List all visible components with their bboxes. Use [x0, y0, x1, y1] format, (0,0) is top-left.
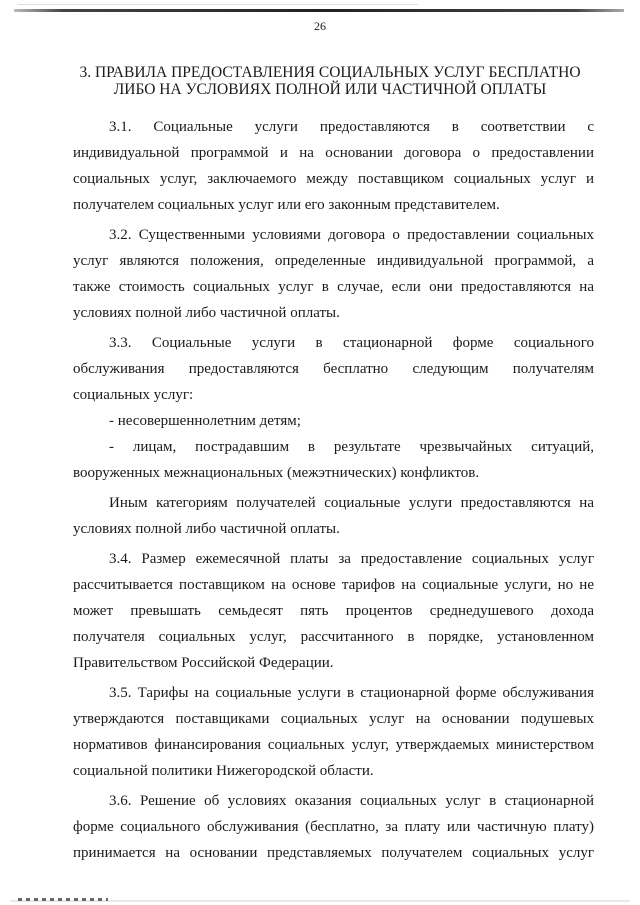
text-line: рассчитывается поставщиком на основе тарифов на социальные услуги, но не	[73, 577, 594, 593]
paragraph-3-1	[73, 114, 594, 218]
scan-edge-artifact	[18, 4, 418, 5]
text-line: нормативов финансирования социальных услуг, утверждаемых министерством	[73, 737, 594, 753]
text-line: вооруженных межнациональных (межэтнических) конфликтов.	[73, 465, 480, 481]
paragraph-3-3	[73, 330, 594, 486]
text-line: 3.5. Тарифы на социальные услуги в стационарной форме обслуживания	[109, 685, 594, 701]
section-heading	[70, 64, 590, 98]
text-line: может превышать семьдесят пять процентов среднедушевого дохода	[73, 603, 594, 619]
text-line: получателем социальных услуг или его законным представителем.	[73, 197, 500, 213]
paragraph-3-6	[73, 788, 594, 866]
text-line: индивидуальной программой и на основании договора о предоставлении	[73, 145, 594, 161]
text-line: 3.4. Размер ежемесячной платы за предоставление социальных услуг	[109, 551, 594, 567]
text-line: форме социального обслуживания (бесплатно, за плату или частичную плату)	[73, 819, 594, 835]
text-line: 3.6. Решение об условиях оказания социальных услуг в стационарной	[109, 793, 594, 809]
text-line: принимается на основании представляемых получателем социальных услуг	[73, 845, 594, 861]
text-line: обслуживания предоставляются бесплатно следующим получателям	[73, 361, 594, 377]
paragraph-3-4	[73, 546, 594, 676]
text-line: социальных услуг:	[73, 387, 194, 403]
list-item: - лицам, пострадавшим в результате чрезвычайных ситуаций,	[109, 439, 594, 455]
heading-line: ЛИБО НА УСЛОВИЯХ ПОЛНОЙ ИЛИ ЧАСТИЧНОЙ ОПЛАТЫ	[113, 81, 547, 98]
paragraph-3-2	[73, 222, 594, 326]
text-line: также стоимость социальных услуг в случае, если они предоставляются на	[73, 279, 594, 295]
heading-line: 3. ПРАВИЛА ПРЕДОСТАВЛЕНИЯ СОЦИАЛЬНЫХ УСЛУГ БЕСПЛАТНО	[79, 64, 581, 81]
text-line: 3.2. Существенными условиями договора о предоставлении социальных	[109, 227, 594, 243]
paragraph-other-categories	[73, 490, 594, 542]
text-line: Правительством Российской Федерации.	[73, 655, 334, 671]
text-line: социальных услуг, заключаемого между поставщиком социальных услуг и	[73, 171, 594, 187]
text-line: социальной политики Нижегородской области.	[73, 763, 374, 779]
text-line: условиях полной либо частичной оплаты.	[73, 305, 340, 321]
text-line: 3.1. Социальные услуги предоставляются в соответствии с	[109, 119, 594, 135]
text-line: получателя социальных услуг, рассчитанного в порядке, установленном	[73, 629, 594, 645]
document-body	[73, 114, 594, 866]
scan-edge-artifact	[14, 9, 624, 12]
text-line: услуг являются положения, определенные индивидуальной программой, а	[73, 253, 594, 269]
text-line: утверждаются поставщиками социальных услуг на основании подушевых	[73, 711, 594, 727]
text-line: 3.3. Социальные услуги в стационарной форме социального	[109, 335, 594, 351]
text-line: Иным категориям получателей социальные услуги предоставляются на	[109, 495, 594, 511]
scan-edge-artifact	[18, 898, 108, 901]
list-item: - несовершеннолетним детям;	[109, 413, 301, 429]
page-number: 26	[314, 19, 326, 33]
text-line: условиях полной либо частичной оплаты.	[73, 521, 340, 537]
paragraph-3-5	[73, 680, 594, 784]
